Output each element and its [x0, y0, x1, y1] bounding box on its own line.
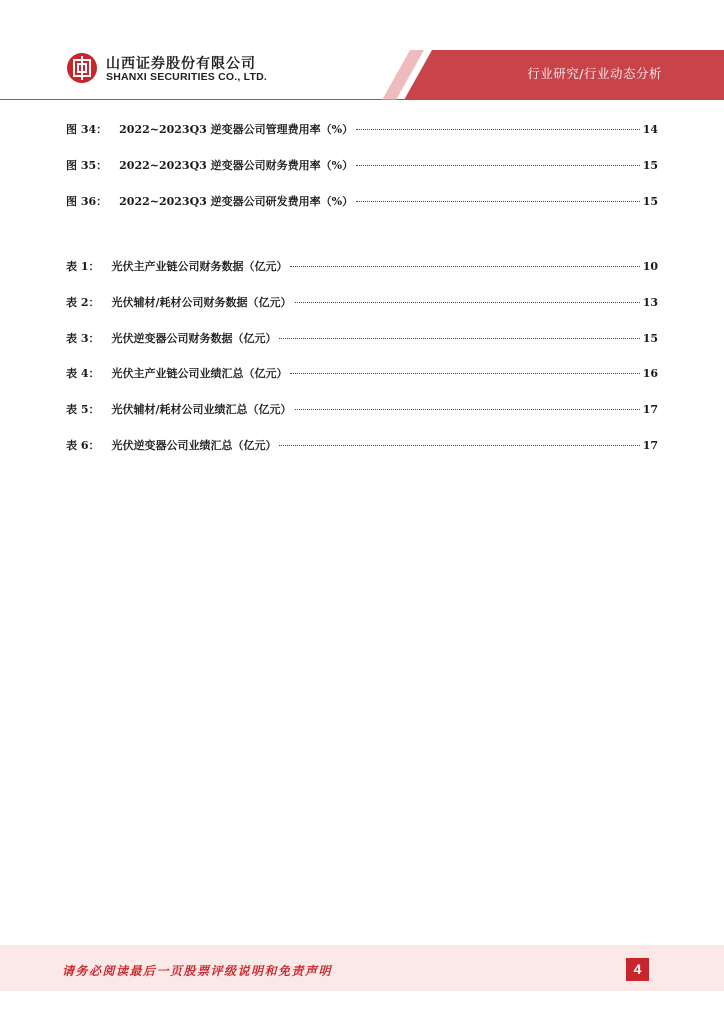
toc-figure-entry[interactable] [66, 157, 658, 173]
entry-title: 光伏辅材/耗材公司业绩汇总（亿元） [111, 403, 292, 416]
entry-title: 光伏主产业链公司业绩汇总（亿元） [111, 367, 288, 380]
entry-title: 光伏逆变器公司财务数据（亿元） [111, 332, 277, 345]
entry-page: 10 [642, 260, 658, 273]
toc-table-entry[interactable] [66, 365, 658, 381]
page-number: 4 [626, 958, 649, 981]
entry-number: 表 2： [66, 296, 100, 309]
header-banner [0, 0, 724, 100]
leader-dots [279, 338, 639, 339]
entry-page: 15 [642, 332, 658, 345]
entry-title: 光伏逆变器公司业绩汇总（亿元） [111, 439, 277, 452]
toc-figure-entry[interactable] [66, 121, 658, 137]
leader-dots [356, 129, 640, 130]
leader-dots [279, 445, 639, 446]
entry-number: 表 1： [66, 260, 100, 273]
company-name-cn: 山西证券股份有限公司 [106, 56, 256, 72]
entry-page: 14 [642, 123, 658, 136]
entry-page: 17 [642, 403, 658, 416]
page-header [0, 0, 724, 100]
entry-number: 表 4： [66, 367, 100, 380]
leader-dots [290, 373, 639, 374]
entry-page: 13 [642, 296, 658, 309]
toc-figure-entry[interactable] [66, 193, 658, 209]
toc-table-entry[interactable] [66, 330, 658, 346]
leader-dots [356, 165, 640, 166]
leader-dots [356, 201, 640, 202]
entry-page: 17 [642, 439, 658, 452]
entry-title: 光伏辅材/耗材公司财务数据（亿元） [111, 296, 292, 309]
toc-table-entry[interactable] [66, 258, 658, 274]
entry-title: 2022~2023Q3 逆变器公司研发费用率（%） [119, 195, 354, 208]
toc-table-entry[interactable] [66, 401, 658, 417]
entry-number: 表 3： [66, 332, 100, 345]
report-category: 行业研究/行业动态分析 [527, 66, 662, 81]
entry-number: 表 5： [66, 403, 100, 416]
entry-title: 光伏主产业链公司财务数据（亿元） [111, 260, 288, 273]
leader-dots [295, 409, 640, 410]
entry-page: 15 [642, 195, 658, 208]
entry-number: 图 36： [66, 195, 108, 208]
footer-disclaimer: 请务必阅读最后一页股票评级说明和免责声明 [62, 964, 333, 978]
entry-page: 16 [642, 367, 658, 380]
company-logo-icon [66, 52, 98, 84]
leader-dots [290, 266, 639, 267]
toc-table-entry[interactable] [66, 294, 658, 310]
leader-dots [295, 302, 640, 303]
entry-number: 表 6： [66, 439, 100, 452]
entry-title: 2022~2023Q3 逆变器公司管理费用率（%） [119, 123, 354, 136]
entry-page: 15 [642, 159, 658, 172]
toc-table-entry[interactable] [66, 437, 658, 453]
company-name-en: SHANXI SECURITIES CO., LTD. [106, 71, 267, 83]
entry-number: 图 34： [66, 123, 108, 136]
entry-number: 图 35： [66, 159, 108, 172]
entry-title: 2022~2023Q3 逆变器公司财务费用率（%） [119, 159, 354, 172]
